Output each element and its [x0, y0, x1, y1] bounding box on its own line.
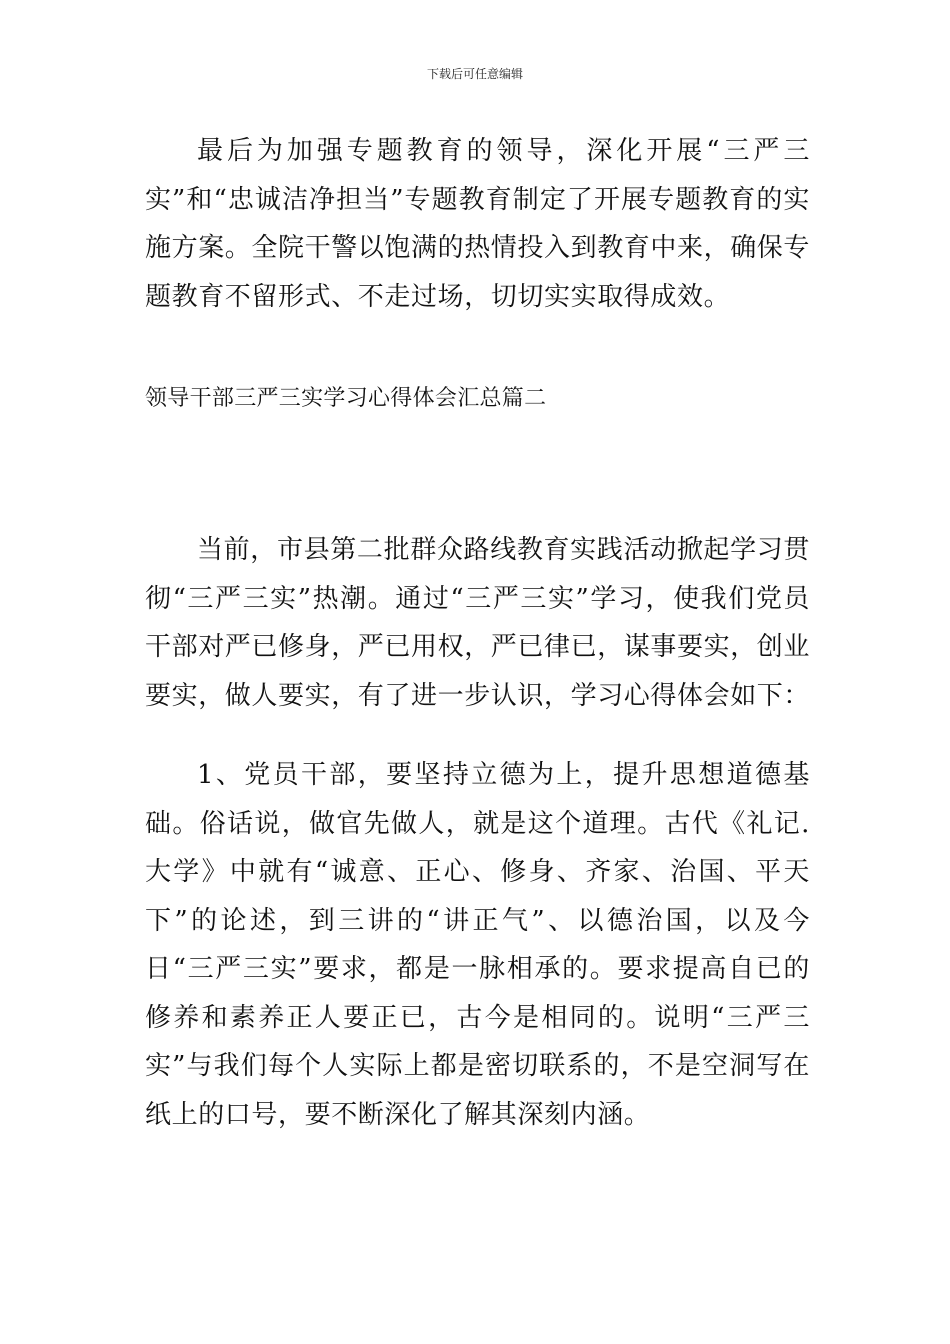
section-heading: 领导干部三严三实学习心得体会汇总篇二: [145, 386, 547, 411]
paragraph-intro: [145, 526, 810, 720]
paragraph-point-one: [145, 751, 810, 1139]
paragraph-text: 最后为加强专题教育的领导，深化开展“三严三实”和“忠诚洁净担当”专题教育制定了开展专题教育的实施方案。全院干警以饱满的热情投入到教育中来，确保专题教育不留形式、不走过场，切切实实取得成效。: [145, 136, 811, 312]
paragraph-text: 当前，市县第二批群众路线教育实践活动掀起学习贯彻“三严三实”热潮。通过“三严三实”学习，使我们党员干部对严已修身，严已用权，严已律已，谋事要实，创业要实，做人要实，有了进一步认识，学习心得体会如下：: [145, 535, 811, 711]
paragraph-conclusion: [145, 127, 810, 321]
paragraph-text: 1、党员干部，要坚持立德为上，提升思想道德基础。俗话说，做官先做人，就是这个道理。古代《礼记.大学》中就有“诚意、正心、修身、齐家、治国、平天下”的论述，到三讲的“讲正气”、以德治国，以及今日“三严三实”要求，都是一脉相承的。要求提高自已的修养和素养正人要正已，古今是相同的。说明“三严三实”与我们每个人实际上都是密切联系的，不是空洞写在纸上的口号，要不断深化了解其深刻内涵。: [145, 760, 810, 1130]
page-header: 下载后可任意编辑: [426, 67, 523, 81]
